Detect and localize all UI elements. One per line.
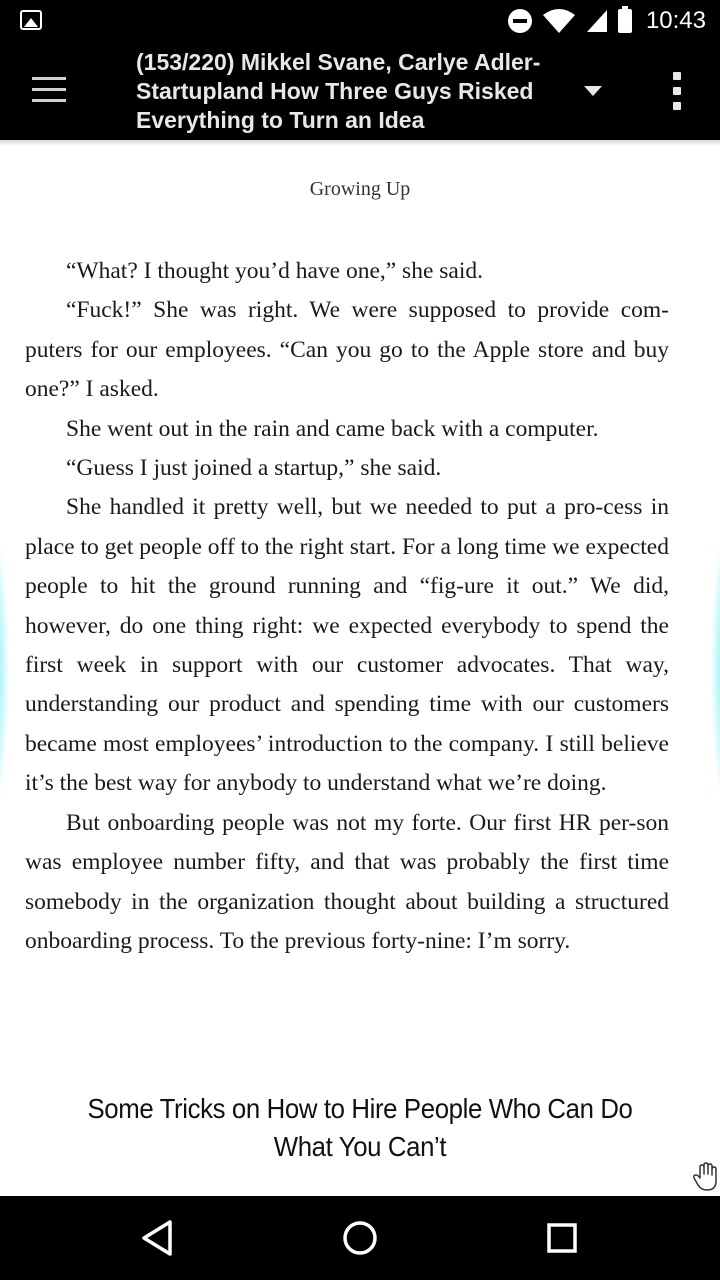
status-icons [508,0,706,42]
back-icon[interactable] [136,1216,180,1260]
hand-cursor-icon [692,1162,718,1192]
recents-icon[interactable] [540,1216,584,1260]
book-title[interactable]: (153/220) Mikkel Svane, Carlye Adler-Startupland How Three Guys Risked Everything to Turn an Idea [136,49,541,133]
menu-icon[interactable] [32,77,66,103]
overflow-menu-icon[interactable] [672,72,682,112]
wifi-icon [542,8,576,34]
page-shadow [0,140,720,146]
app-bar [0,42,720,140]
paragraph: “Fuck!” She was right. We were supposed to provide com-puters for our employees. “Can you go to the Apple store and buy one?” I asked. [25,297,669,403]
paragraph: She handled it pretty well, but we needed to put a pro-cess in place to get people off to the right start. For a long time we expected people to hit the ground running and “fig-ure it out.” We did, however, do one thing right: we expected everybody to spend the first week in support with our customer advocates. That way, understanding our product and spending time with our customers became most employees’ introduction to the company. I still believe it’s the best way for anybody to understand what we’re doing. [25,494,669,797]
reader-page[interactable] [0,140,720,1196]
page-turn-edge-right[interactable] [712,510,720,830]
chapter-header: Growing Up [309,178,411,200]
dropdown-icon[interactable] [584,86,602,96]
status-bar [0,0,720,42]
paragraph: But onboarding people was not my forte. Our first HR per-son was employee number fifty, and that was probably the first time somebody in the organization thought about building a structured onboarding process. To the previous forty-nine: I’m sorry. [25,809,669,954]
paragraph: She went out in the rain and came back with a computer. [66,415,599,442]
signal-icon [586,9,608,33]
page-turn-edge-left[interactable] [0,510,8,830]
navigation-bar [0,1196,720,1280]
paragraph: “Guess I just joined a startup,” she said. [66,455,442,482]
home-icon[interactable] [338,1216,382,1260]
body-text [25,252,669,961]
clock: 10:43 [645,7,706,34]
paragraph: “What? I thought you’d have one,” she said. [66,258,483,284]
battery-icon [618,9,632,33]
do-not-disturb-icon [508,9,532,33]
image-notification-icon [20,10,42,30]
section-heading: Some Tricks on How to Hire People Who Can Do What You Can’t [87,1093,633,1162]
